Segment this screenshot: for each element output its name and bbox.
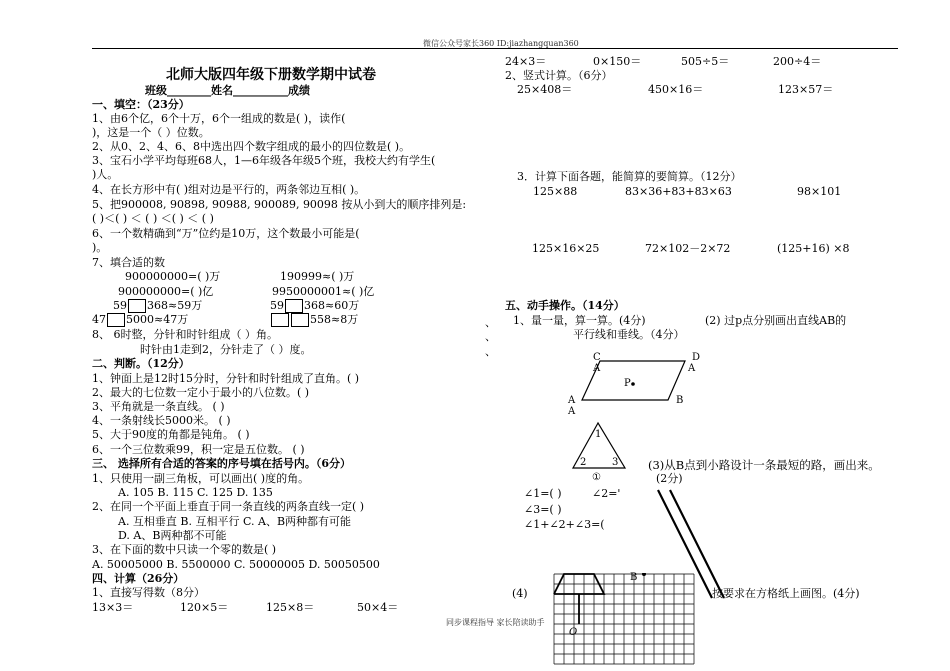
calc-item: 200÷4＝ bbox=[773, 55, 822, 68]
judge-4: 4、一条射线长5000米。 ( ) bbox=[92, 414, 231, 427]
angle-3-answer: ∠3=( ) bbox=[524, 503, 562, 516]
angle-sum-answer: ∠1+∠2+∠3=( bbox=[524, 518, 605, 531]
margin-mark: 、 bbox=[485, 316, 496, 329]
calc-item: 120×5＝ bbox=[180, 601, 229, 614]
calc-item: 125×8＝ bbox=[266, 601, 315, 614]
point-b-dot bbox=[642, 573, 646, 576]
footer-note: 同步课程指导 家长陪读助手 bbox=[446, 618, 545, 627]
student-info-line: 班级________姓名__________成绩 bbox=[145, 84, 310, 97]
operation-3-score: (2分) bbox=[656, 472, 683, 485]
simplify-item: 125×16×25 bbox=[532, 242, 600, 255]
q7-r3-b bbox=[270, 299, 359, 313]
choice-1-options: A. 105 B. 115 C. 125 D. 135 bbox=[118, 486, 273, 499]
angle-2-answer: ∠2=' bbox=[592, 487, 621, 500]
judge-3: 3、平角就是一条直线。 ( ) bbox=[92, 400, 225, 413]
choice-2: 2、在同一个平面上垂直于同一条直线的两条直线一定( ) bbox=[92, 500, 365, 513]
q1-line-a: 1、由6个亿，6个十万，6个一组成的数是( )，读作( bbox=[92, 112, 346, 125]
judge-1: 1、钟面上是12时15分时，分针和时针组成了直角。( ) bbox=[92, 372, 360, 385]
judge-6: 6、一个三位数乘99，积一定是五位数。 ( ) bbox=[92, 443, 305, 456]
q7-r4-a bbox=[92, 313, 188, 327]
label-d: D bbox=[692, 352, 701, 363]
simplify-item: 72×102－2×72 bbox=[645, 242, 731, 255]
blank-box[interactable] bbox=[271, 313, 289, 327]
label-p: P bbox=[624, 378, 631, 389]
exam-title: 北师大版四年级下册数学期中试卷 bbox=[166, 67, 376, 83]
q3-line-a: 3、宝石小学平均每班68人，1—6年级各年级5个班，我校大约有学生( bbox=[92, 154, 436, 167]
q7-r3-b-suffix: 368≈60万 bbox=[304, 299, 360, 312]
q6-line-b: )。 bbox=[92, 241, 108, 254]
q7-r2-b: 9950000001≈( )亿 bbox=[272, 285, 375, 298]
operation-4: 按要求在方格纸上画图。(4分) bbox=[712, 587, 860, 600]
calc-2-heading: 2、竖式计算。（6分） bbox=[505, 69, 613, 82]
q7-r3-a-prefix: 59 bbox=[113, 299, 127, 312]
q4: 4、在长方形中有( )组对边是平行的，两条邻边互相( )。 bbox=[92, 183, 366, 196]
calc-3-heading: 3．计算下面各题，能简算的要简算。（12分） bbox=[517, 170, 742, 183]
calc-item: 505÷5＝ bbox=[681, 55, 730, 68]
margin-mark: 、 bbox=[485, 330, 496, 343]
q8-line-b: 时针由1走到2，分针走了（ ）度。 bbox=[140, 343, 312, 356]
calc-item: 13×3＝ bbox=[92, 601, 134, 614]
vertical-calc-item: 25×408＝ bbox=[517, 83, 573, 96]
point-p-dot bbox=[631, 382, 635, 386]
q7-r4-a-prefix: 47 bbox=[92, 313, 106, 326]
q1-line-b: )，这是一个（ ）位数。 bbox=[92, 126, 210, 139]
vertical-calc-item: 123×57＝ bbox=[778, 83, 834, 96]
label-c: C bbox=[593, 352, 601, 363]
q5-line-b: ( )＜( ) ＜ ( ) ＜( ) ＜ ( ) bbox=[92, 212, 214, 225]
choice-3: 3、在下面的数中只读一个零的数是( ) bbox=[92, 543, 277, 556]
label-a: A bbox=[568, 395, 576, 406]
choice-2-options-a: A. 互相垂直 B. 互相平行 C. A、B两种都有可能 bbox=[118, 515, 352, 528]
blank-box[interactable] bbox=[128, 299, 146, 313]
simplify-item: 125×88 bbox=[533, 185, 578, 198]
angle-label-3: 3 bbox=[612, 457, 619, 468]
section-3-heading: 三、 选择所有合适的答案的序号填在括号内。（6分） bbox=[92, 457, 351, 470]
parallelogram-figure bbox=[560, 348, 710, 418]
simplify-item: 98×101 bbox=[797, 185, 842, 198]
q7-r1-b: 190999≈( )万 bbox=[280, 270, 355, 283]
operation-1: 1、量一量，算一算。(4分) bbox=[513, 314, 646, 327]
grid-paper bbox=[553, 573, 703, 671]
label-b: B bbox=[676, 395, 684, 406]
angle-1-answer: ∠1=( ) bbox=[524, 487, 562, 500]
label-a: A bbox=[568, 406, 576, 417]
figure-number: ① bbox=[592, 472, 601, 483]
simplify-item: (125+16) ×8 bbox=[777, 242, 850, 255]
calc-item: 0×150＝ bbox=[593, 55, 642, 68]
calc-item: 50×4＝ bbox=[357, 601, 399, 614]
grid-label-b: B bbox=[630, 572, 638, 583]
q8-line-a: 8、 6时整，分针和时针组成（ ）角。 bbox=[92, 328, 278, 341]
q7-r3-a bbox=[113, 299, 202, 313]
margin-mark: 、 bbox=[485, 345, 496, 358]
q7-r1-a: 900000000=( )万 bbox=[125, 270, 221, 283]
q2: 2、从0、2、4、6、8中选出四个数字组成的最小的四位数是( )。 bbox=[92, 140, 411, 153]
q5-line-a: 5、把900008, 90898, 90988, 900089, 90098 按从小到大的顺序排列是: bbox=[92, 198, 467, 211]
q7-r3-a-suffix: 368≈59万 bbox=[147, 299, 203, 312]
q3-line-b: )人。 bbox=[92, 168, 119, 181]
section-1-heading: 一、填空：（23分） bbox=[92, 98, 190, 111]
choice-3-options: A. 50005000 B. 5500000 C. 50000005 D. 50050500 bbox=[92, 558, 380, 571]
vertical-calc-item: 450×16＝ bbox=[648, 83, 704, 96]
angle-label-1: 1 bbox=[595, 429, 602, 440]
operation-2: (2) 过p点分别画出直线AB的 bbox=[705, 314, 847, 327]
simplify-item: 83×36+83+83×63 bbox=[625, 185, 732, 198]
q7-r4-a-suffix: 5000≈47万 bbox=[126, 313, 189, 326]
blank-box[interactable] bbox=[107, 313, 125, 327]
calc-1-heading: 1、直接写得数（8分） bbox=[92, 586, 205, 599]
q7-r4-b-suffix: 558≈8万 bbox=[310, 313, 359, 326]
operation-2-cont: 平行线和垂线。（4分） bbox=[573, 328, 685, 341]
section-4-heading: 四、计算（26分） bbox=[92, 572, 185, 585]
section-5-heading: 五、动手操作。（14分） bbox=[505, 299, 625, 312]
judge-2: 2、最大的七位数一定小于最小的八位数。( ) bbox=[92, 386, 310, 399]
blank-box[interactable] bbox=[291, 313, 309, 327]
angle-label-2: 2 bbox=[580, 457, 587, 468]
blank-box[interactable] bbox=[285, 299, 303, 313]
choice-2-options-b: D. A、B两种都不可能 bbox=[118, 529, 227, 542]
header-rule bbox=[92, 48, 898, 49]
q7-r2-a: 900000000=( )亿 bbox=[118, 285, 214, 298]
operation-4-number: (4) bbox=[512, 587, 528, 600]
section-2-heading: 二、判断。（12分） bbox=[92, 357, 190, 370]
q6-line-a: 6、一个数精确到“万”位约是10万，这个数最小可能是( bbox=[92, 227, 360, 240]
label-a: A bbox=[593, 363, 601, 374]
grid-label-o: O bbox=[569, 627, 578, 638]
q7-r4-b bbox=[270, 313, 358, 327]
choice-1: 1、只使用一副三角板，可以画出( )度的角。 bbox=[92, 472, 310, 485]
label-a: A bbox=[688, 363, 696, 374]
q7-r3-b-prefix: 59 bbox=[270, 299, 284, 312]
operation-3: (3)从B点到小路设计一条最短的路，画出来。 bbox=[648, 458, 880, 472]
judge-5: 5、大于90度的角都是钝角。 ( ) bbox=[92, 428, 250, 441]
q7-heading: 7、填合适的数 bbox=[92, 256, 165, 269]
header-note: 微信公众号家长360 ID:jiazhangquan360 bbox=[423, 39, 579, 48]
calc-item: 24×3＝ bbox=[505, 55, 547, 68]
